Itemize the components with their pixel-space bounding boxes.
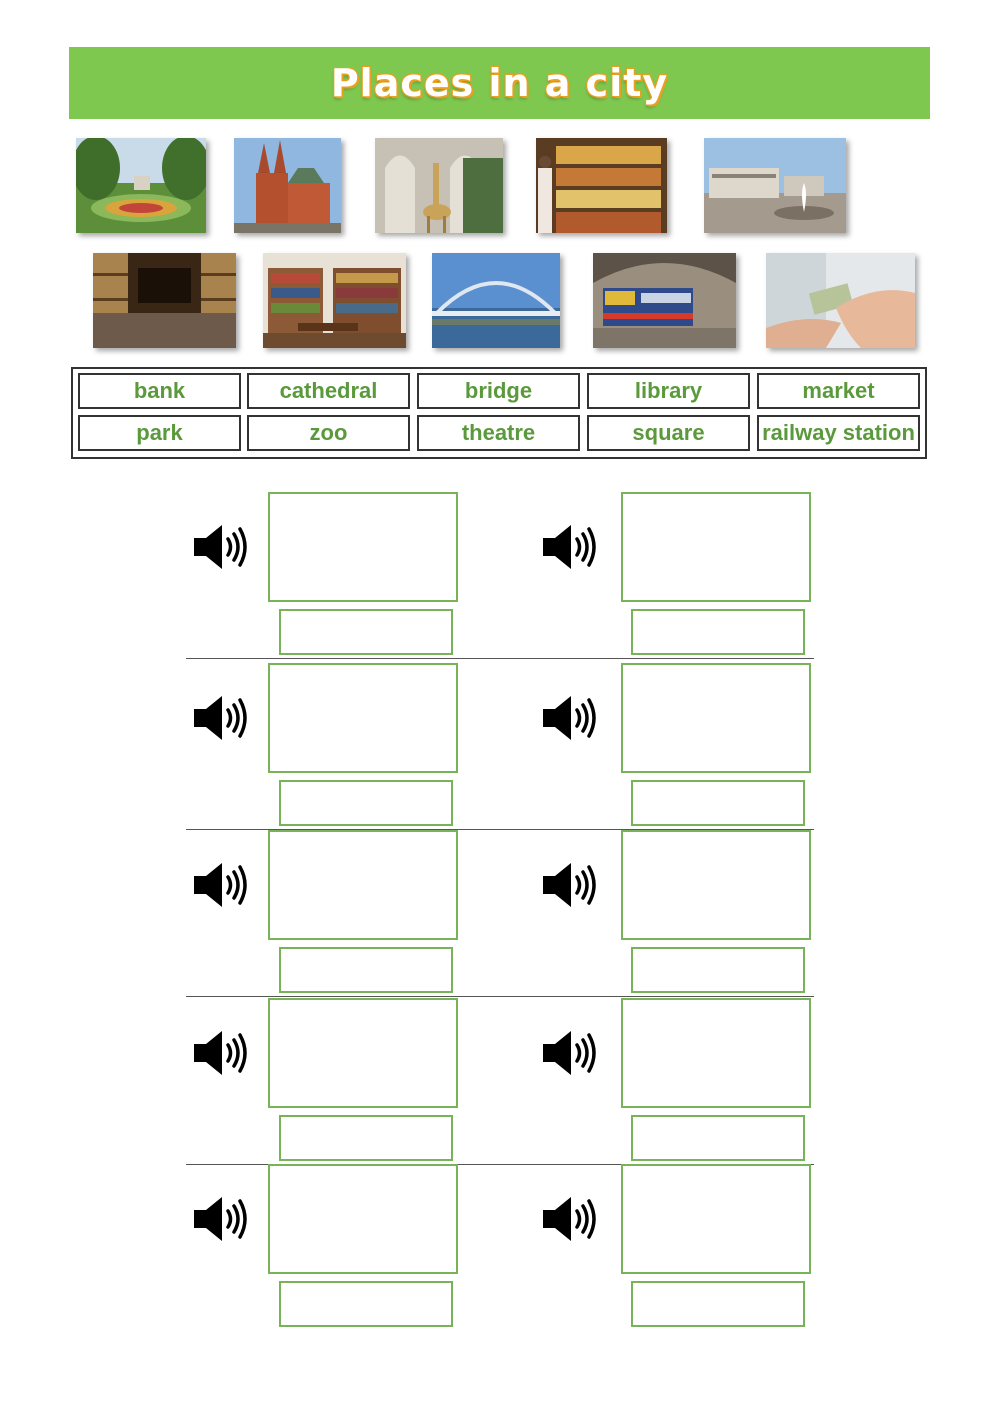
speaker-icon[interactable] bbox=[192, 523, 250, 571]
answer-box-5[interactable] bbox=[279, 947, 453, 993]
word-cell-cathedral: cathedral bbox=[247, 373, 410, 409]
park-photo bbox=[76, 138, 206, 233]
answer-box-6[interactable] bbox=[631, 947, 805, 993]
picture-drop-box-3[interactable] bbox=[268, 663, 458, 773]
answer-box-1[interactable] bbox=[279, 609, 453, 655]
picture-drop-box-2[interactable] bbox=[621, 492, 811, 602]
answer-box-10[interactable] bbox=[631, 1281, 805, 1327]
theatre-photo bbox=[93, 253, 236, 348]
zoo-photo bbox=[375, 138, 503, 233]
speaker-icon[interactable] bbox=[192, 694, 250, 742]
page-title: Places in a city bbox=[330, 61, 669, 105]
word-cell-square: square bbox=[587, 415, 750, 451]
speaker-icon[interactable] bbox=[192, 1029, 250, 1077]
word-cell-bank: bank bbox=[78, 373, 241, 409]
picture-drop-box-5[interactable] bbox=[268, 830, 458, 940]
square-photo bbox=[704, 138, 846, 233]
picture-drop-box-6[interactable] bbox=[621, 830, 811, 940]
market-photo bbox=[536, 138, 667, 233]
picture-drop-box-7[interactable] bbox=[268, 998, 458, 1108]
answer-box-2[interactable] bbox=[631, 609, 805, 655]
answer-box-3[interactable] bbox=[279, 780, 453, 826]
word-cell-theatre: theatre bbox=[417, 415, 580, 451]
speaker-icon[interactable] bbox=[541, 861, 599, 909]
speaker-icon[interactable] bbox=[541, 1195, 599, 1243]
picture-drop-box-10[interactable] bbox=[621, 1164, 811, 1274]
answer-box-8[interactable] bbox=[631, 1115, 805, 1161]
word-cell-park: park bbox=[78, 415, 241, 451]
railway-station-photo bbox=[593, 253, 736, 348]
word-cell-library: library bbox=[587, 373, 750, 409]
word-cell-zoo: zoo bbox=[247, 415, 410, 451]
answer-box-7[interactable] bbox=[279, 1115, 453, 1161]
speaker-icon[interactable] bbox=[541, 523, 599, 571]
bridge-photo bbox=[432, 253, 560, 348]
word-cell-market: market bbox=[757, 373, 920, 409]
bank-photo bbox=[766, 253, 915, 348]
row-divider bbox=[186, 658, 814, 659]
answer-box-9[interactable] bbox=[279, 1281, 453, 1327]
picture-drop-box-8[interactable] bbox=[621, 998, 811, 1108]
word-cell-railway-station: railway station bbox=[757, 415, 920, 451]
row-divider bbox=[186, 996, 814, 997]
speaker-icon[interactable] bbox=[541, 694, 599, 742]
answer-box-4[interactable] bbox=[631, 780, 805, 826]
cathedral-photo bbox=[234, 138, 341, 233]
title-banner bbox=[69, 47, 930, 119]
speaker-icon[interactable] bbox=[541, 1029, 599, 1077]
speaker-icon[interactable] bbox=[192, 861, 250, 909]
picture-drop-box-4[interactable] bbox=[621, 663, 811, 773]
speaker-icon[interactable] bbox=[192, 1195, 250, 1243]
library-photo bbox=[263, 253, 406, 348]
picture-drop-box-9[interactable] bbox=[268, 1164, 458, 1274]
word-cell-bridge: bridge bbox=[417, 373, 580, 409]
picture-drop-box-1[interactable] bbox=[268, 492, 458, 602]
